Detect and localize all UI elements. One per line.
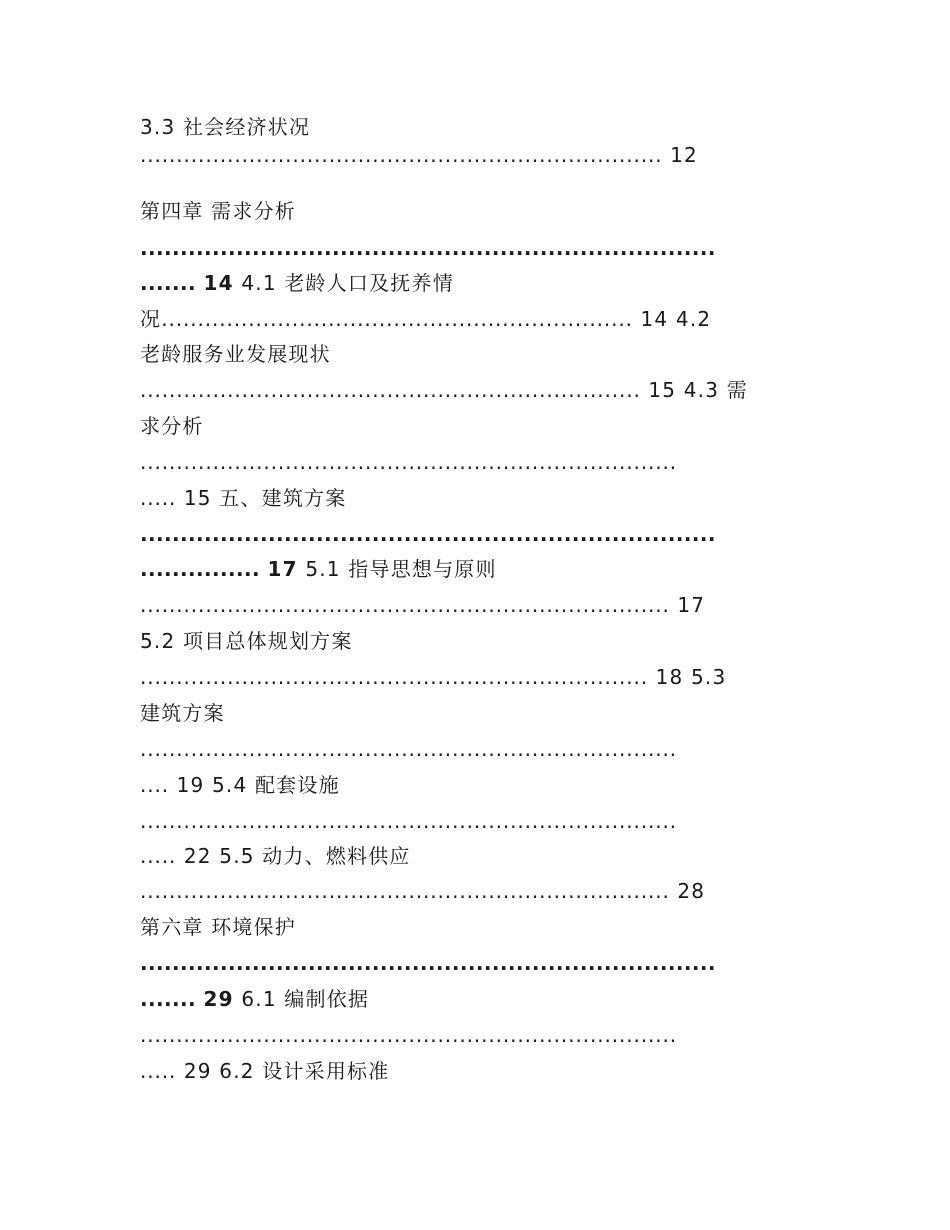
toc-entry-text: 求分析	[140, 414, 204, 438]
toc-leader-dots: ........................................................................	[140, 143, 663, 167]
toc-leader-dots: .....	[140, 1059, 177, 1083]
toc-leader-dots: .......	[140, 271, 196, 295]
toc-page-number: 17	[267, 557, 298, 581]
toc-line	[140, 342, 331, 366]
toc-chapter-heading: 第六章 环境保护	[140, 915, 296, 939]
toc-entry-text: 29 6.2 设计采用标准	[183, 1059, 390, 1083]
toc-entry-text: 5.1 指导思想与原则	[305, 557, 497, 581]
toc-line	[140, 593, 705, 617]
toc-entry-text: 5.2 项目总体规划方案	[140, 629, 353, 653]
toc-line	[140, 915, 296, 939]
toc-line	[140, 378, 748, 402]
toc-leader-dots: .......	[140, 987, 196, 1011]
toc-entry-text: 15 五、建筑方案	[183, 486, 347, 510]
toc-line	[140, 951, 716, 975]
toc-leader-dots: ..........................................................................	[140, 809, 678, 833]
toc-chapter-heading: 第四章 需求分析	[140, 199, 296, 223]
toc-line	[140, 629, 353, 653]
toc-page-number: 17	[677, 593, 706, 617]
toc-line	[140, 307, 711, 331]
toc-line	[140, 557, 497, 581]
toc-page-number: 29	[203, 987, 234, 1011]
toc-line	[140, 701, 225, 725]
toc-leader-dots: ..........................................................................	[140, 1023, 678, 1047]
toc-leader-dots: .....	[140, 486, 177, 510]
toc-leader-dots: .....	[140, 844, 177, 868]
toc-line	[140, 987, 369, 1011]
toc-page-number: 14	[203, 271, 234, 295]
toc-page-number: 18 5.3	[655, 665, 727, 689]
toc-line	[140, 486, 346, 510]
toc-leader-dots: ......................................................................	[140, 665, 649, 689]
toc-leader-dots: ..........................................................................	[140, 737, 678, 761]
toc-entry-text: 6.1 编制依据	[241, 987, 370, 1011]
toc-page-number: 14 4.2	[640, 307, 712, 331]
toc-entry-text: 4.1 老龄人口及抚养情	[241, 271, 454, 295]
toc-leader-dots: ...............	[140, 557, 260, 581]
toc-line	[140, 1023, 677, 1047]
toc-line	[140, 271, 454, 295]
toc-leader-dots: .................................................................	[161, 307, 633, 331]
toc-line	[140, 773, 340, 797]
toc-page-number: 28	[677, 879, 706, 903]
toc-line	[140, 1059, 389, 1083]
toc-leader-dots: ........................................................................	[140, 951, 716, 975]
toc-leader-dots: .........................................................................	[140, 593, 670, 617]
toc-page-number: 12	[670, 143, 698, 167]
toc-line	[140, 414, 204, 438]
toc-entry-text: 建筑方案	[140, 701, 225, 725]
toc-line	[140, 450, 677, 474]
toc-page-number: 15 4.3 需	[648, 378, 748, 402]
toc-entry-text: 22 5.5 动力、燃料供应	[183, 844, 411, 868]
toc-line	[140, 115, 310, 139]
toc-entry-text: 况	[140, 307, 162, 331]
toc-entry-text: 3.3 社会经济状况	[140, 115, 311, 139]
toc-entry-text: 19 5.4 配套设施	[176, 773, 340, 797]
toc-leader-dots: ........................................................................	[140, 236, 716, 260]
toc-line	[140, 737, 677, 761]
toc-line	[140, 844, 411, 868]
toc-line	[140, 199, 296, 223]
toc-entry-text: 老龄服务业发展现状	[140, 342, 331, 366]
toc-leader-dots: ..........................................................................	[140, 450, 678, 474]
toc-leader-dots: .....................................................................	[140, 378, 641, 402]
toc-line	[140, 143, 698, 167]
toc-leader-dots: ....	[140, 773, 170, 797]
toc-line	[140, 522, 716, 546]
toc-leader-dots: .........................................................................	[140, 879, 670, 903]
toc-line	[140, 665, 726, 689]
toc-line	[140, 879, 705, 903]
toc-line	[140, 809, 677, 833]
toc-leader-dots: ........................................................................	[140, 522, 716, 546]
toc-line	[140, 236, 716, 260]
